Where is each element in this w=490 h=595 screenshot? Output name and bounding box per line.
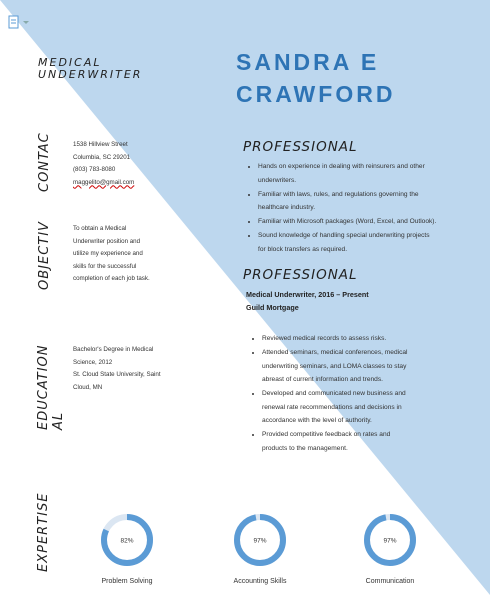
objective-line: Underwriter position and bbox=[73, 237, 141, 245]
job-role-line1: MEDICAL bbox=[38, 56, 102, 69]
professional-bullet-text: Sound knowledge of handling special underwriting projects bbox=[258, 232, 430, 239]
experience-bullet bbox=[262, 387, 448, 428]
job-header bbox=[246, 288, 369, 314]
skill-percent: 97% bbox=[253, 537, 267, 545]
professional-bullet bbox=[258, 215, 474, 229]
skill-ring bbox=[230, 510, 290, 570]
experience-bullet-text: Provided competitive feedback on rates and bbox=[262, 431, 391, 438]
education-line: Science, 2012 bbox=[73, 358, 113, 366]
experience-bullet-text: underwriting seminars, and LOMA classes to stay bbox=[262, 362, 407, 370]
objective-line: utilize my experience and bbox=[73, 250, 143, 257]
contact-address: 1538 Hillview Street bbox=[73, 141, 128, 148]
education-label bbox=[36, 345, 66, 431]
education-line: St. Cloud State University, Saint bbox=[73, 371, 161, 378]
education-line: Cloud, MN bbox=[73, 383, 103, 391]
contact-details bbox=[73, 139, 134, 189]
experience-list bbox=[248, 332, 448, 456]
experience-bullet bbox=[262, 428, 448, 455]
contact-label: CONTAC bbox=[37, 132, 52, 192]
objective-line: skills for the successful bbox=[73, 262, 137, 270]
skill-name: Accounting Skills bbox=[233, 578, 287, 585]
contact-city: Columbia, SC 29201 bbox=[73, 153, 131, 161]
education-label-line2: AL bbox=[51, 411, 66, 430]
professional-bullet bbox=[258, 160, 474, 187]
experience-bullet-text: accordance with the level of authority. bbox=[262, 417, 372, 424]
contact-phone: (803) 783-8080 bbox=[73, 166, 116, 173]
contact-email[interactable]: maggelito@gmail.com bbox=[73, 178, 135, 186]
professional-bullet-text: healthcare industry. bbox=[258, 204, 316, 211]
professional-bullet-text: for block transfers as required. bbox=[258, 245, 348, 253]
professional-bullet bbox=[258, 229, 474, 256]
professional-heading: PROFESSIONAL bbox=[243, 139, 358, 155]
education-label-line1: EDUCATION bbox=[36, 344, 51, 430]
education-text bbox=[73, 344, 161, 394]
name-line1: SANDRA E bbox=[236, 49, 380, 75]
experience-bullet-text: products to the management. bbox=[262, 444, 348, 452]
experience-bullet-text: Developed and communicated new business and bbox=[262, 390, 406, 397]
skill-name: Problem Solving bbox=[101, 578, 153, 585]
candidate-name bbox=[236, 46, 395, 110]
experience-bullet-text: Attended seminars, medical conferences, medical bbox=[262, 349, 408, 356]
skill-ring bbox=[360, 510, 420, 570]
objective-line: To obtain a Medical bbox=[73, 225, 127, 232]
experience-heading: PROFESSIONAL bbox=[243, 267, 358, 283]
experience-bullet-text: Reviewed medical records to assess risks. bbox=[262, 335, 387, 342]
professional-bullet-text: Hands on experience in dealing with reinsurers and other bbox=[258, 163, 425, 170]
professional-bullet-text: underwriters. bbox=[258, 176, 297, 184]
objective-text bbox=[73, 223, 150, 286]
document-icon[interactable] bbox=[8, 15, 22, 29]
name-line2: CRAWFORD bbox=[236, 81, 396, 107]
skill-percent: 82% bbox=[120, 537, 134, 545]
job-role-line2: UNDERWRITER bbox=[38, 68, 143, 81]
experience-bullet-text: renewal rate recommendations and decisions in bbox=[262, 403, 402, 411]
objective-label: OBJECTIV bbox=[37, 221, 52, 290]
professional-bullet bbox=[258, 188, 474, 215]
expertise-label: EXPERTISE bbox=[36, 492, 51, 572]
experience-bullet bbox=[262, 332, 448, 346]
experience-bullet-text: abreast of current information and trends. bbox=[262, 376, 383, 383]
education-line: Bachelor's Degree in Medical bbox=[73, 346, 154, 353]
skill-name: Communication bbox=[365, 578, 415, 585]
job-title: Medical Underwriter, 2016 – Present bbox=[246, 290, 369, 299]
experience-bullet bbox=[262, 346, 448, 387]
professional-bullet-text: Familiar with Microsoft packages (Word, Excel, and Outlook). bbox=[258, 218, 437, 225]
skill-percent: 97% bbox=[383, 537, 397, 545]
job-company: Guild Mortgage bbox=[246, 303, 299, 312]
skill-ring bbox=[97, 510, 157, 570]
professional-list bbox=[244, 160, 474, 257]
objective-line: completion of each job task. bbox=[73, 275, 150, 282]
job-role bbox=[38, 57, 142, 81]
professional-bullet-text: Familiar with laws, rules, and regulations governing the bbox=[258, 190, 419, 198]
